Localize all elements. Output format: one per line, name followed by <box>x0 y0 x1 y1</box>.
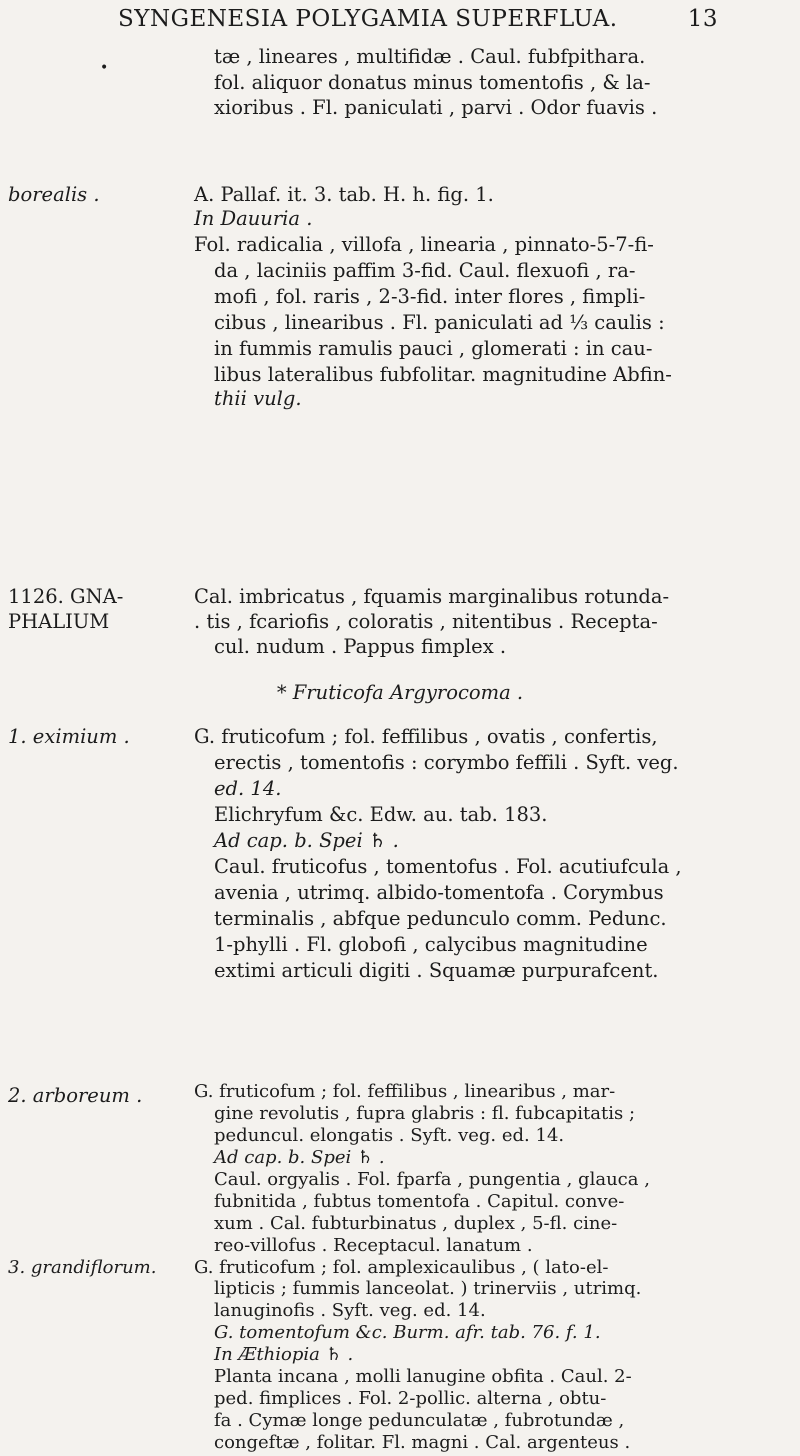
text-line: lanuginofis . Syft. veg. ed. 14. <box>214 1300 486 1322</box>
text-line: thii vulg. <box>214 387 302 410</box>
text-line: Planta incana , molli lanugine obfita . Caul. 2- <box>214 1366 632 1388</box>
text-line: cul. nudum . Pappus fimplex . <box>214 635 507 658</box>
text-line: tæ , lineares , multifidæ . Caul. fubfpithara. <box>214 45 646 68</box>
text-line: G. fruticofum ; fol. feffilibus , ovatis , confertis, <box>194 725 658 748</box>
margin-label-species-1: 1. eximium . <box>8 725 130 748</box>
text-line: xioribus . Fl. paniculati , parvi . Odor fuavis . <box>214 96 658 119</box>
text-line: ed. 14. <box>214 777 282 800</box>
text-line: lipticis ; fummis lanceolat. ) trinerviis , utrimq. <box>214 1278 642 1300</box>
text-line: fa . Cymæ longe pedunculatæ , fubrotundæ , <box>214 1410 625 1432</box>
text-line: congeftæ , folitar. Fl. magni . Cal. argenteus . <box>214 1432 631 1453</box>
margin-label-genus-name: PHALIUM <box>8 610 110 633</box>
text-line: xum . Cal. fubturbinatus , duplex , 5-fl. cine- <box>214 1212 618 1234</box>
text-line: Fol. radicalia , villofa , linearia , pinnato-5-7-fi- <box>194 233 654 256</box>
text-line: in fummis ramulis pauci , glomerati : in cau- <box>214 337 653 360</box>
text-line: gine revolutis , fupra glabris : fl. fubcapitatis ; <box>214 1102 636 1124</box>
page-number: 13 <box>687 6 718 32</box>
margin-label-genus-number: 1126. GNA- <box>8 585 124 608</box>
text-line: Ad cap. b. Spei ♄ . <box>214 1146 385 1168</box>
running-title: SYNGENESIA POLYGAMIA SUPERFLUA. <box>118 6 618 32</box>
text-line: fol. aliquor donatus minus tomentofis , & la- <box>214 71 651 94</box>
text-line: peduncul. elongatis . Syft. veg. ed. 14. <box>214 1124 565 1146</box>
text-line: ped. fimplices . Fol. 2-pollic. alterna , obtu- <box>214 1388 607 1410</box>
text-line: extimi articuli digiti . Squamæ purpurafcent. <box>214 959 659 982</box>
text-line: cibus , linearibus . Fl. paniculati ad ⅓ caulis : <box>214 311 665 334</box>
text-line: Caul. fruticofus , tomentofus . Fol. acutiufcula , <box>214 855 682 878</box>
text-line: Caul. orgyalis . Fol. fparfa , pungentia , glauca , <box>214 1168 650 1190</box>
text-line: G. fruticofum ; fol. amplexicaulibus , ( lato-el- <box>194 1256 609 1278</box>
printer-mark: • <box>100 60 109 76</box>
text-line: Elichryfum &c. Edw. au. tab. 183. <box>214 803 548 826</box>
text-line: . tis , fcariofis , coloratis , nitentibus . Recepta- <box>194 610 658 633</box>
text-line: G. tomentofum &c. Burm. afr. tab. 76. f. 1. <box>214 1322 601 1344</box>
text-line: A. Pallaf. it. 3. tab. H. h. fig. 1. <box>194 183 494 206</box>
text-line: terminalis , abfque pedunculo comm. Pedunc. <box>214 907 667 930</box>
margin-label-borealis: borealis . <box>8 183 100 206</box>
text-line: G. fruticofum ; fol. feffilibus , linearibus , mar- <box>194 1081 616 1102</box>
text-line: libus lateralibus fubfolitar. magnitudine Abfin- <box>214 363 672 386</box>
text-line: fubnitida , fubtus tomentofa . Capitul. conve- <box>214 1190 625 1212</box>
text-line: reo-villofus . Receptacul. lanatum . <box>214 1234 533 1256</box>
margin-label-species-2: 2. arboreum . <box>8 1084 143 1107</box>
text-line: mofi , fol. raris , 2-3-fid. inter flores , fimpli- <box>214 285 646 308</box>
text-line: 1-phylli . Fl. globofi , calycibus magnitudine <box>214 933 648 956</box>
text-line: Ad cap. b. Spei ♄ . <box>214 829 399 852</box>
text-line: In Dauuria . <box>194 207 313 230</box>
text-line: erectis , tomentofis : corymbo feffili . Syft. veg. <box>214 751 679 774</box>
text-line: In Æthiopia ♄ . <box>214 1344 354 1366</box>
text-line: Cal. imbricatus , fquamis marginalibus rotunda- <box>194 585 670 608</box>
text-line: da , laciniis paffim 3-fid. Caul. flexuofi , ra- <box>214 259 636 282</box>
section-heading: * Fruticofa Argyrocoma . <box>276 681 524 704</box>
margin-label-species-3: 3. grandiflorum. <box>8 1256 157 1278</box>
text-line: avenia , utrimq. albido-tomentofa . Corymbus <box>214 881 664 904</box>
